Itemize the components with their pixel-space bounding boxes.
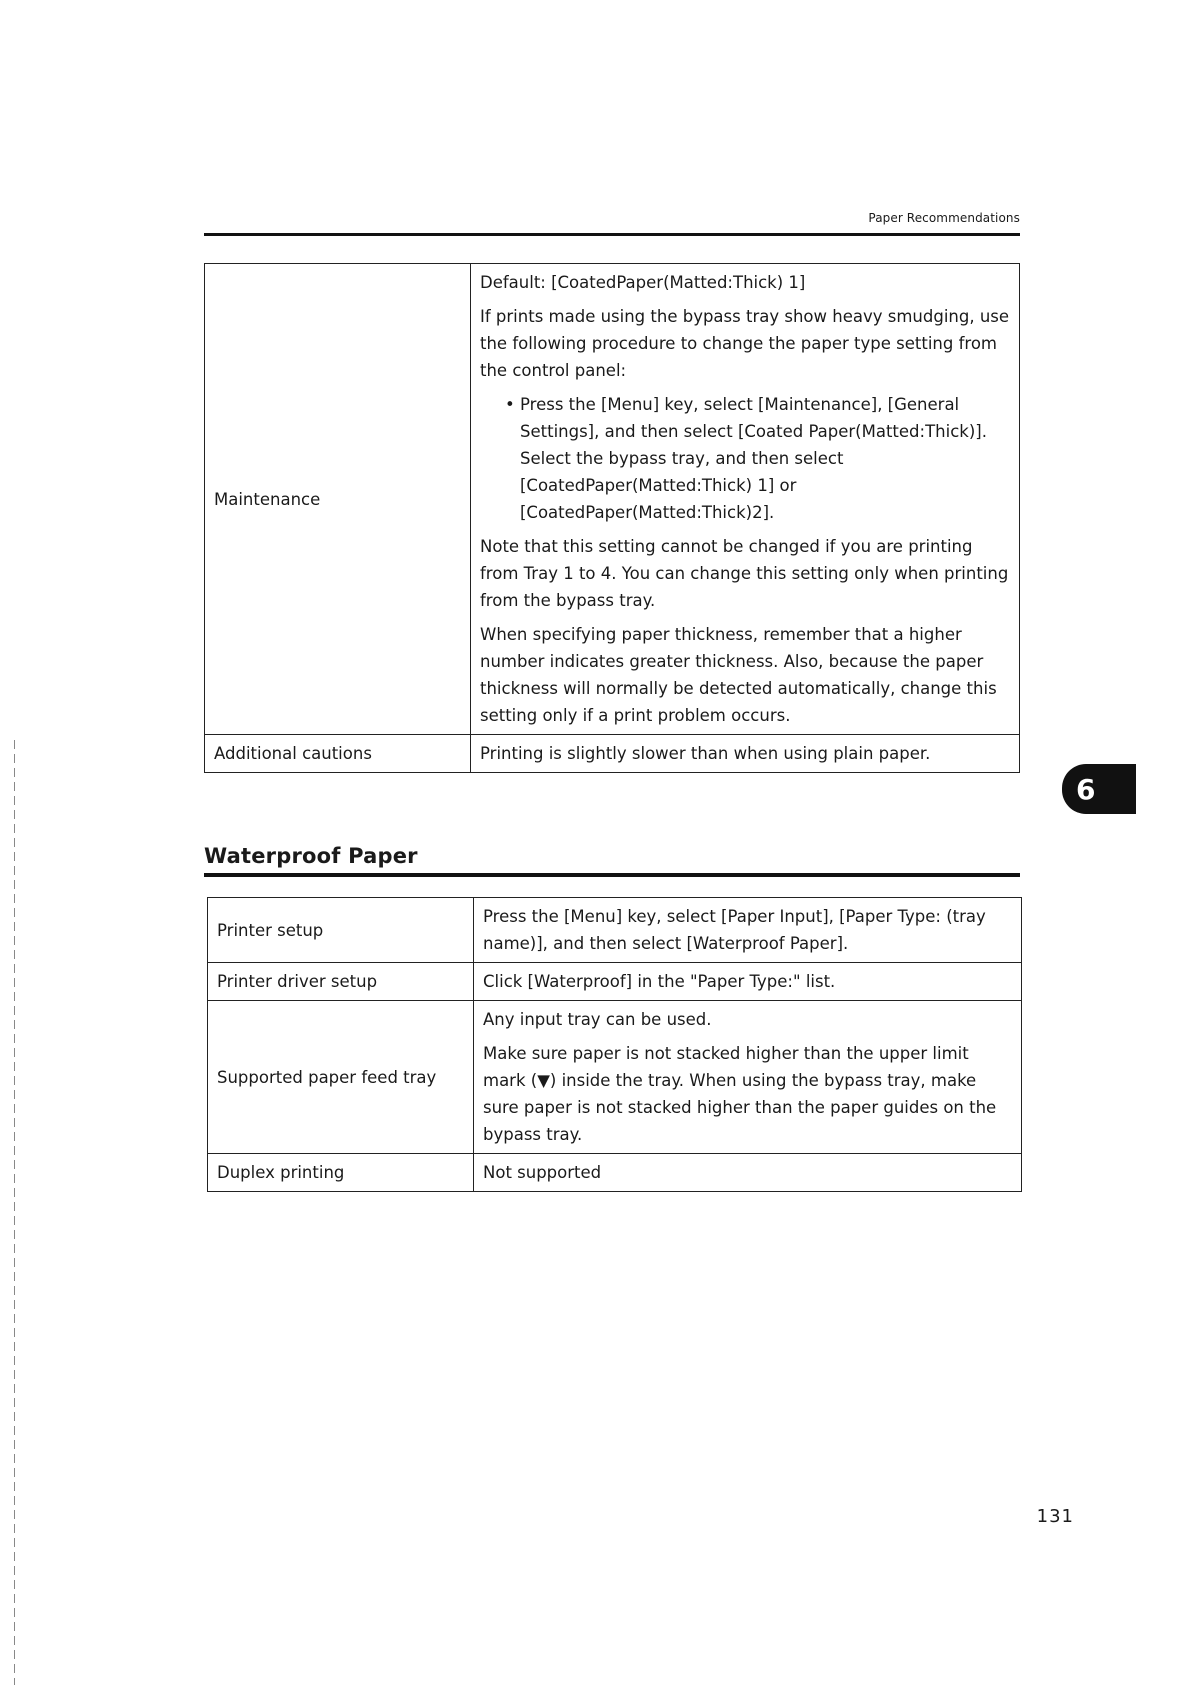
table-row (208, 1001, 1022, 1154)
default-setting: Default: [CoatedPaper(Matted:Thick) 1] (480, 273, 806, 292)
thickness-paragraph: When specifying paper thickness, remember that a higher number indicates greater thickness. Also, because the paper thickness will normally be detected automatically, change this setting only if a print problem occurs. (480, 625, 997, 725)
row-label: Additional cautions (205, 735, 471, 773)
scan-edge-line (14, 740, 15, 1685)
row-label: Printer driver setup (208, 963, 474, 1001)
tray-statement: Any input tray can be used. (483, 1010, 712, 1029)
row-value: Printing is slightly slower than when using plain paper. (471, 735, 1020, 773)
note-paragraph: Note that this setting cannot be changed if you are printing from Tray 1 to 4. You can change this setting only when printing from the bypass tray. (480, 537, 1009, 610)
row-value (474, 1001, 1022, 1154)
maintenance-table (204, 263, 1020, 773)
tray-caution: Make sure paper is not stacked higher than the upper limit mark (▼) inside the tray. When using the bypass tray, make sure paper is not stacked higher than the paper guides on the bypass tray. (483, 1044, 997, 1144)
header-rule (204, 233, 1020, 236)
page-number: 131 (1036, 1506, 1074, 1527)
waterproof-paper-table (207, 897, 1022, 1192)
table-row (208, 898, 1022, 963)
row-value: Press the [Menu] key, select [Paper Input], [Paper Type: (tray name)], and then select [Waterproof Paper]. (474, 898, 1022, 963)
procedure-step: • Press the [Menu] key, select [Maintenance], [General Settings], and then select [Coated Paper(Matted:Thick)]. Select the bypass tray, and then select [CoatedPaper(Matted:Thick) 1] or [CoatedPaper(Matted:Thick)2]. (520, 391, 1010, 526)
table-row (208, 1154, 1022, 1192)
row-label: Maintenance (205, 264, 471, 735)
running-header: Paper Recommendations (868, 211, 1020, 225)
intro-paragraph: If prints made using the bypass tray show heavy smudging, use the following procedure to change the paper type setting from the control panel: (480, 307, 1010, 380)
table-row (205, 735, 1020, 773)
section-heading: Waterproof Paper (204, 844, 418, 868)
row-label: Duplex printing (208, 1154, 474, 1192)
table-row (205, 264, 1020, 735)
row-value (471, 264, 1020, 735)
chapter-number: 6 (1076, 772, 1096, 806)
procedure-list (480, 391, 1010, 526)
table-row (208, 963, 1022, 1001)
row-value: Not supported (474, 1154, 1022, 1192)
chapter-tab (1062, 764, 1136, 814)
row-label: Supported paper feed tray (208, 1001, 474, 1154)
row-value: Click [Waterproof] in the "Paper Type:" list. (474, 963, 1022, 1001)
section-rule (204, 873, 1020, 877)
row-label: Printer setup (208, 898, 474, 963)
